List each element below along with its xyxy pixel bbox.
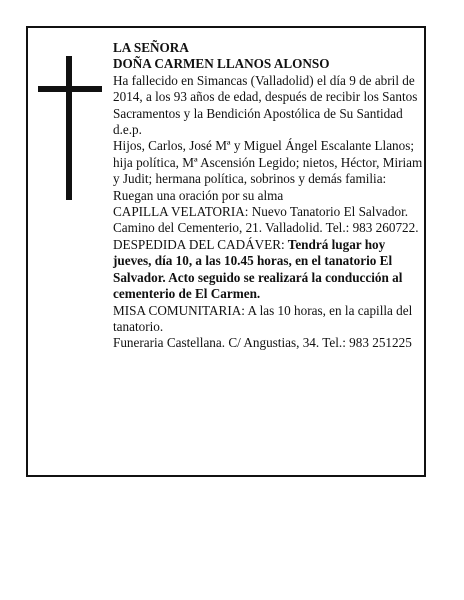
mass-label: MISA COMUNITARIA: bbox=[113, 302, 245, 318]
mass-info bbox=[113, 303, 423, 336]
notice-body bbox=[113, 40, 423, 352]
cross-horizontal-bar bbox=[38, 86, 102, 92]
prayer-request: Ruegan una oración por su alma bbox=[113, 187, 284, 203]
chapel-label: CAPILLA VELATORIA: bbox=[113, 204, 249, 220]
farewell-label: DESPEDIDA DEL CADÁVER: bbox=[113, 236, 285, 252]
death-announcement: Ha fallecido en Simancas (Valladolid) el día 9 de abril de 2014, a los 93 años de edad, después de recibir los Santos Sacramentos y la Bendición Apostólica de Su Santidad bbox=[113, 72, 418, 121]
mass-text: A las 10 horas, en la capilla del tanatorio. bbox=[113, 302, 413, 334]
cross-icon bbox=[38, 56, 102, 200]
farewell-info bbox=[113, 237, 423, 303]
deceased-name: DOÑA CARMEN LLANOS ALONSO bbox=[113, 56, 330, 72]
chapel-text: Nuevo Tanatorio El Salvador. Camino del Cementerio, 21. Valladolid. Tel.: 983 260722. bbox=[113, 204, 419, 236]
farewell-text: Tendrá lugar hoy jueves, día 10, a las 10.45 horas, en el tanatorio El Salvador. Acto seguido se realizará la conducción al cementerio de El Carmen. bbox=[113, 236, 403, 302]
notice-title: LA SEÑORA bbox=[113, 40, 189, 55]
dep-text: d.e.p. bbox=[113, 122, 142, 138]
obituary-notice bbox=[26, 26, 426, 477]
cross-vertical-bar bbox=[66, 56, 72, 200]
family-list: Hijos, Carlos, José Mª y Miguel Ángel Escalante Llanos; hija política, Mª Ascensión Legido; nietos, Héctor, Miriam y Judit; hermana política, sobrinos y demás familia: bbox=[113, 138, 423, 187]
chapel-info bbox=[113, 204, 423, 237]
funeral-home: Funeraria Castellana. C/ Angustias, 34. Tel.: 983 251225 bbox=[113, 335, 412, 351]
